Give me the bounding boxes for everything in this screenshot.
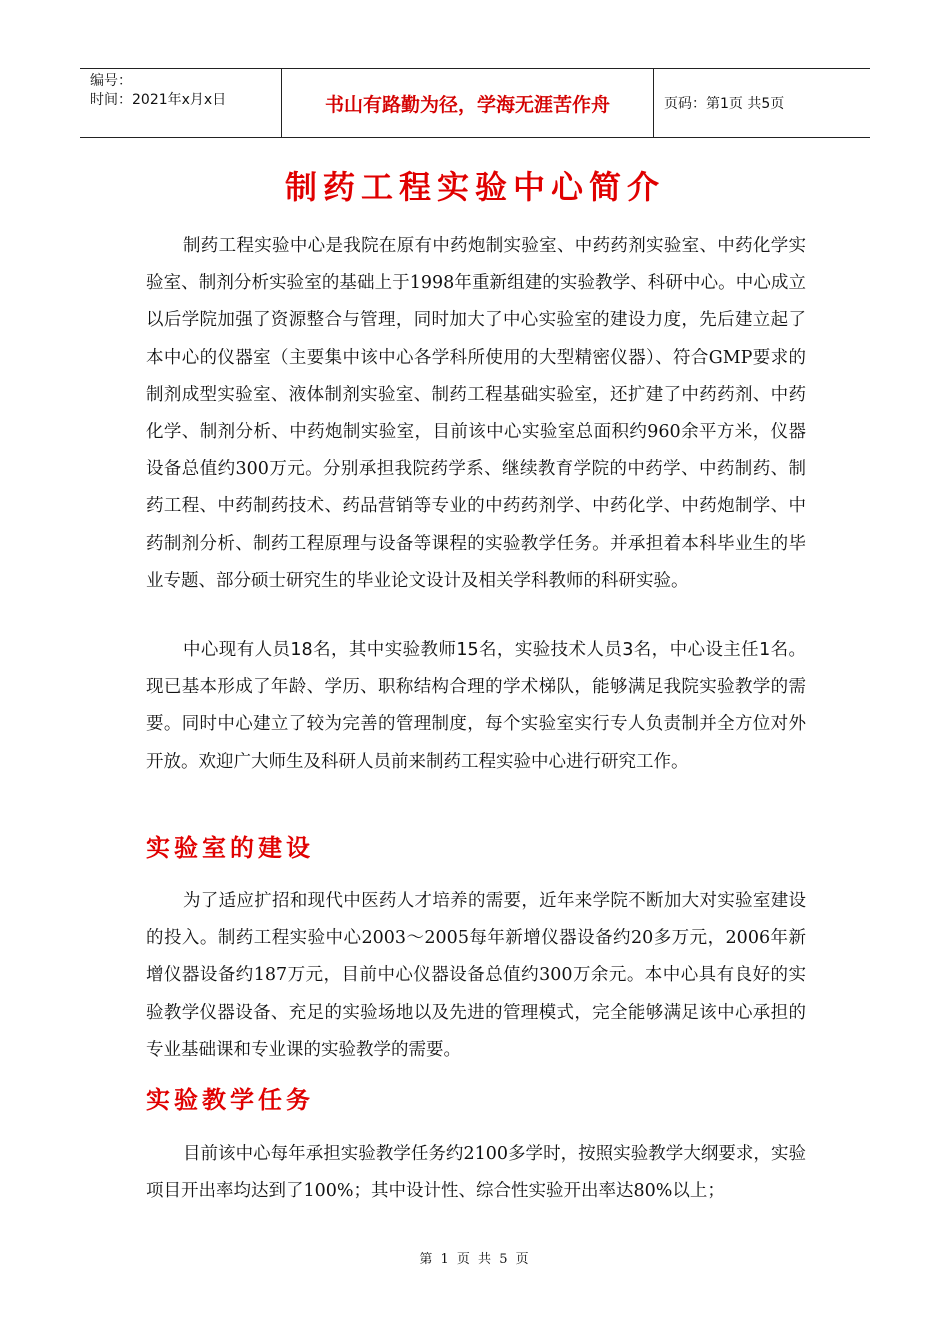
intro-paragraph-2: 中心现有人员18名，其中实验教师15名，实验技术人员3名，中心设主任1名。现已基本形成了年龄、学历、职称结构合理的学术梯队，能够满足我院实验教学的需要。同时中心建立了较为完善的管理制度，每个实验室实行专人负责制并全方位对外开放。欢迎广大师生及科研人员前来制药工程实验中心进行研究工作。 [146, 640, 807, 772]
header-meta [80, 69, 282, 137]
section-paragraph-lab-construction: 为了适应扩招和现代中医药人才培养的需要，近年来学院不断加大对实验室建设的投入。制药工程实验中心2003～2005每年新增仪器设备约20多万元，2006年新增仪器设备约187万元，目前中心仪器设备总值约300万余元。本中心具有良好的实验教学仪器设备、充足的实验场地以及先进的管理模式，完全能够满足该中心承担的专业基础课和专业课的实验教学的需要。 [146, 891, 806, 1060]
document-title: 制药工程实验中心简介 [284, 168, 665, 206]
document-time-label: 时间：2021年x月x日 [90, 92, 227, 108]
header-motto: 书山有路勤为径，学海无涯苦作舟 [282, 69, 654, 137]
intro-paragraph-1: 制药工程实验中心是我院在原有中药炮制实验室、中药药剂实验室、中药化学实验室、制剂分析实验室的基础上于1998年重新组建的实验教学、科研中心。中心成立以后学院加强了资源整合与管理，同时加大了中心实验室的建设力度，先后建立起了本中心的仪器室（主要集中该中心各学科所使用的大型精密仪器）、符合GMP要求的制剂成型实验室、液体制剂实验室、制药工程基础实验室，还扩建了中药药剂、中药化学、制剂分析、中药炮制实验室，目前该中心实验室总面积约960余平方米，仪器设备总值约300万元。分别承担我院药学系、继续教育学院的中药学、中药制药、制药工程、中药制药技术、药品营销等专业的中药药剂学、中药化学、中药炮制学、中药制剂分析、制药工程原理与设备等课程的实验教学任务。并承担着本科毕业生的毕业专题、部分硕士研究生的毕业论文设计及相关学科教师的科研实验。 [146, 236, 806, 591]
document-number-label: 编号： [90, 73, 132, 89]
section-heading-lab-construction: 实验室的建设 [146, 833, 314, 862]
section-paragraph-teaching-tasks: 目前该中心每年承担实验教学任务约2100多学时，按照实验教学大纲要求，实验项目开出率均达到了100%；其中设计性、综合性实验开出率达80%以上； [146, 1144, 806, 1202]
section-heading-teaching-tasks: 实验教学任务 [146, 1085, 314, 1114]
header-table [80, 68, 870, 138]
header-page-info: 页码：第1页 共5页 [664, 96, 785, 112]
page-footer: 第 1 页 共 5 页 [419, 1252, 531, 1267]
